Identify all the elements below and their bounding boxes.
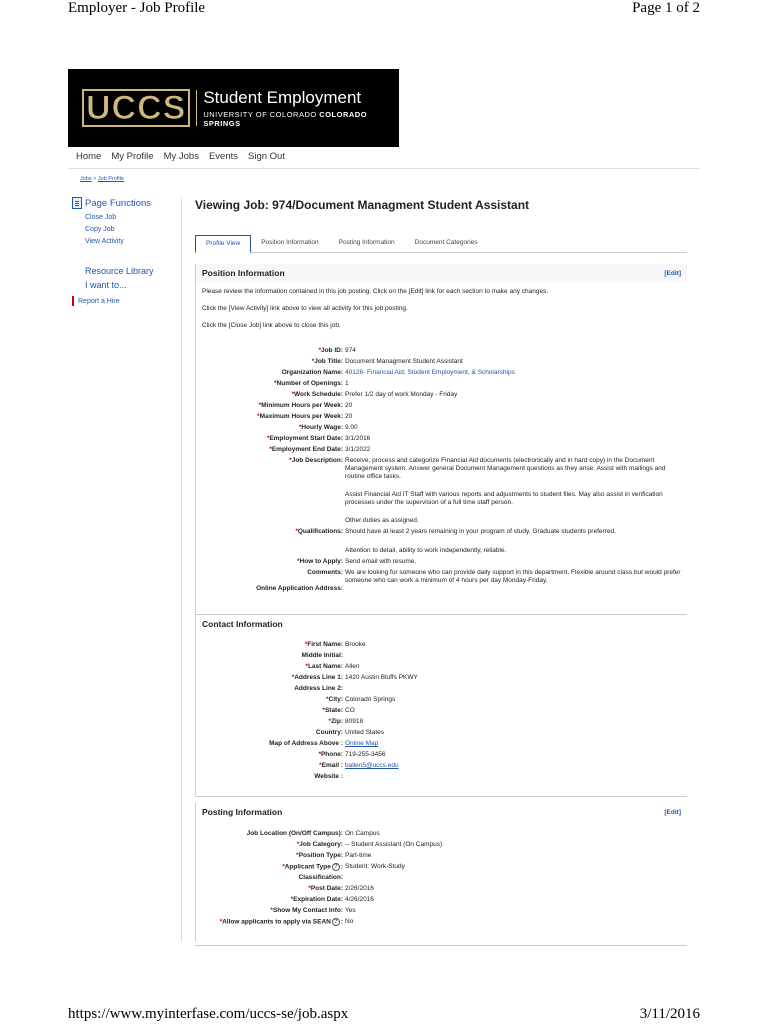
field-value: Brooke [345, 641, 366, 648]
banner-divider [196, 90, 197, 126]
position-field-row [195, 528, 687, 536]
field-label-text: Minimum Hours per Week: [261, 402, 343, 409]
field-label [195, 347, 344, 355]
field-label-text: Country: [315, 729, 343, 736]
uccs-logo: UCCS [82, 89, 190, 127]
sidebar-divider [181, 197, 182, 942]
print-header-page: Page 1 of 2 [632, 0, 700, 16]
field-value: Part-time [345, 852, 372, 859]
posting-heading: Posting Information [202, 807, 283, 817]
field-label [195, 852, 344, 860]
field-value: On Campus [345, 830, 380, 837]
field-label [195, 718, 344, 726]
field-label [195, 674, 344, 682]
report-hire-link[interactable]: Report a Hire [72, 296, 182, 306]
posting-field-row [195, 841, 687, 849]
field-label-text: Job Category: [299, 841, 343, 848]
breadcrumb-current[interactable]: Job Profile [97, 176, 124, 182]
position-section-header [196, 264, 687, 282]
field-label [195, 907, 344, 915]
field-label-text: Job Location (On/Off Campus): [246, 830, 343, 837]
required-marker: * [322, 707, 325, 714]
required-marker: * [326, 696, 329, 703]
main-content [195, 198, 687, 926]
field-value: Assist Financial Aid IT Staff with various reports and adjustments to student files. May also assist in verification processes under the supervision of a full time staff person. [345, 491, 663, 506]
field-value [344, 585, 687, 593]
close-job-link[interactable]: Close Job [85, 214, 117, 221]
required-marker: * [219, 918, 223, 926]
posting-edit-link[interactable]: [Edit] [664, 808, 681, 816]
banner-text [203, 88, 399, 128]
field-label-text: Qualifications: [297, 528, 343, 535]
nav-divider [68, 168, 700, 169]
posting-field-row [195, 896, 687, 904]
posting-section-header [196, 803, 687, 821]
site-banner[interactable] [68, 69, 399, 147]
sidebar [72, 197, 182, 306]
tab-posting-information[interactable]: Posting Information [338, 239, 395, 246]
position-field-row [195, 547, 687, 555]
field-label [195, 707, 344, 715]
help-icon[interactable]: ? [332, 918, 340, 926]
required-marker: * [274, 380, 277, 387]
field-value: 719-255-3456 [345, 751, 386, 758]
view-activity-link[interactable]: View Activity [85, 238, 124, 245]
field-label [195, 762, 344, 770]
contact-field-row [195, 685, 687, 693]
required-marker: * [296, 852, 299, 859]
field-label [195, 402, 344, 410]
required-marker: * [257, 413, 260, 420]
field-value: Should have at least 2 years remaining in your program of study. Graduate students preferred. [345, 528, 616, 535]
field-value: 3/1/2016 [345, 435, 371, 442]
field-label-text: First Name: [307, 641, 343, 648]
field-label-text: Employment Start Date: [269, 435, 343, 442]
field-label-text: State: [324, 707, 343, 714]
field-value: United States [345, 729, 385, 736]
posting-field-row [195, 874, 687, 882]
intro-paragraph: Please review the information contained in this job posting. Click on the [Edit] link for each section to make any changes. [202, 288, 549, 295]
copy-job-link[interactable]: Copy Job [85, 226, 115, 233]
field-label-text: Position Type: [298, 852, 343, 859]
field-label-text: Number of Openings: [276, 380, 343, 387]
field-value-link[interactable]: 40126- Financial Aid, Student Employment, & Scholarships [345, 369, 515, 376]
required-marker: * [298, 424, 302, 431]
field-label: *Allow applicants to apply via SEAN ? : [219, 918, 343, 926]
field-label [195, 528, 344, 536]
required-marker: * [318, 347, 321, 354]
help-icon[interactable]: ? [332, 863, 340, 871]
i-want-to-link[interactable]: I want to... [85, 280, 127, 290]
required-marker: * [291, 391, 294, 398]
print-footer-date: 3/11/2016 [639, 1006, 700, 1022]
field-value: Yes [345, 907, 356, 914]
position-field-row [195, 457, 687, 481]
field-label-text: Maximum Hours per Week: [259, 413, 343, 420]
red-marker [72, 296, 74, 306]
field-value: Attention to detail, ability to work independently, reliable. [345, 547, 507, 554]
contact-field-row [195, 707, 687, 715]
contact-field-row [195, 773, 687, 781]
field-value: Receive, process and categorize Financial Aid documents (electronically and in hard copy) in the Document Management system. Answer general Document Management questions as they arise. Assist with mailings and routine office tasks. [345, 457, 666, 480]
required-marker: * [266, 435, 270, 442]
field-label-text: Classification: [298, 874, 343, 881]
field-label-text: Job Title: [314, 358, 343, 365]
print-header [68, 0, 700, 17]
nav-events[interactable]: Events [208, 151, 238, 162]
posting-field-row [195, 830, 687, 838]
position-field-row [195, 391, 687, 399]
field-value: Student: Work-Study [345, 863, 405, 870]
field-label-text: Show My Contact Info: [272, 907, 343, 914]
field-label-text: Post Date: [310, 885, 343, 892]
field-label-text: Zip: [331, 718, 343, 725]
field-label [195, 773, 344, 781]
field-value: 974 [345, 347, 356, 354]
required-marker: * [308, 885, 311, 892]
field-value: Send email with resume. [345, 558, 417, 565]
banner-title: Student Employment [203, 88, 362, 107]
contact-field-row [195, 674, 687, 682]
nav-my-jobs[interactable]: My Jobs [163, 151, 199, 162]
field-value [344, 762, 687, 770]
section-divider [195, 945, 687, 946]
field-label-text: Work Schedule: [293, 391, 343, 398]
field-label [195, 435, 344, 443]
posting-field-row [195, 852, 687, 860]
field-label [195, 585, 344, 593]
field-label [195, 391, 344, 399]
nav-sign-out[interactable]: Sign Out [248, 151, 285, 162]
field-value: Allen [345, 663, 360, 670]
tab-profile-view[interactable]: Profile View [195, 235, 251, 253]
contact-field-row [195, 762, 687, 770]
field-label-text: Comments: [307, 569, 343, 576]
field-label-text: Address Line 2: [294, 685, 343, 692]
field-value: CO [345, 707, 355, 714]
breadcrumb: Jobs > Job Profile [80, 176, 124, 182]
required-marker: * [269, 446, 272, 453]
posting-field-row [195, 885, 687, 893]
required-marker: * [289, 457, 292, 464]
field-value: Other duties as assigned. [345, 517, 419, 524]
field-value: -- Student Assistant (On Campus) [345, 841, 443, 848]
field-value-link[interactable]: ballen5@uccs.edu [345, 762, 399, 769]
position-intro [202, 288, 682, 339]
field-value: 80918 [345, 718, 364, 725]
field-label [195, 641, 344, 649]
field-value: 1420 Austin Bluffs PKWY [345, 674, 418, 681]
field-label-text: Employment End Date: [271, 446, 343, 453]
field-label [195, 751, 344, 759]
required-marker: * [290, 896, 294, 903]
field-value [344, 773, 687, 781]
required-marker: * [282, 863, 285, 871]
field-label [195, 885, 344, 893]
field-label-text: Online Application Address: [256, 585, 343, 592]
field-label-text: Middle Initial: [301, 652, 343, 659]
field-label-text: Phone: [320, 751, 343, 758]
banner-subtitle: UNIVERSITY OF COLORADO COLORADO SPRINGS [203, 110, 368, 128]
field-value [344, 740, 687, 748]
intro-paragraph: Click the [View Activity] link above to view all activity for this job posting. [202, 305, 408, 312]
field-label [195, 896, 344, 904]
field-label-text: Hourly Wage: [301, 424, 343, 431]
field-label [195, 517, 344, 525]
position-field-row [195, 424, 687, 432]
field-label [195, 547, 344, 555]
position-field-row [195, 413, 687, 421]
field-value [344, 874, 687, 882]
contact-field-row [195, 718, 687, 726]
field-label [195, 729, 344, 737]
position-field-row [195, 569, 687, 585]
position-heading: Position Information [202, 268, 285, 278]
required-marker: * [296, 841, 300, 848]
intro-paragraph: Click the [Close Job] link above to close this job. [202, 322, 341, 329]
print-footer-url: https://www.myinterfase.com/uccs-se/job.aspx [68, 1006, 349, 1022]
field-value: 1 [345, 380, 349, 387]
field-value [344, 652, 687, 660]
field-label [195, 424, 344, 432]
top-nav [76, 151, 285, 162]
page-functions-heading[interactable]: Page Functions [72, 197, 182, 209]
field-label-text: How to Apply: [299, 558, 343, 565]
field-label-text: Expiration Date: [293, 896, 343, 903]
field-label [195, 457, 344, 481]
position-field-row [195, 446, 687, 454]
field-label [195, 380, 344, 388]
position-field-row [195, 369, 687, 377]
field-label [195, 569, 344, 585]
field-label-text: Allow applicants to apply via SEAN [222, 918, 331, 926]
required-marker: * [319, 762, 322, 769]
required-marker: * [318, 751, 321, 758]
position-field-row [195, 347, 687, 355]
resource-library-link[interactable]: Resource Library [85, 266, 154, 276]
required-marker: * [304, 641, 308, 648]
field-label-text: Job Description: [291, 457, 343, 464]
field-value: Document Managment Student Assistant [345, 358, 463, 365]
contact-field-row [195, 641, 687, 649]
field-label-text: Organization Name: [281, 369, 343, 376]
tab-bar [195, 235, 687, 253]
required-marker: * [291, 674, 295, 681]
nav-home[interactable]: Home [76, 151, 102, 162]
field-label-text: Last Name: [307, 663, 343, 670]
posting-field-row [195, 907, 687, 915]
required-marker: * [328, 718, 332, 725]
field-label [195, 740, 344, 748]
page-title: Viewing Job: 974/Document Managment Student Assistant [195, 198, 530, 212]
field-label [195, 558, 344, 566]
contact-heading: Contact Information [202, 619, 283, 629]
field-value: 2/26/2016 [345, 885, 374, 892]
field-value: No [345, 918, 354, 925]
field-label [195, 413, 344, 421]
print-footer [68, 1006, 700, 1023]
position-field-row [195, 358, 687, 366]
field-value: Prefer 1/2 day of work Monday - Friday [345, 391, 458, 398]
position-field-row [195, 435, 687, 443]
required-marker: * [295, 528, 298, 535]
position-field-row [195, 402, 687, 410]
field-label [195, 685, 344, 693]
field-label-text: Address Line 1: [294, 674, 343, 681]
field-value: 9.00 [345, 424, 358, 431]
field-label [195, 663, 344, 671]
field-label [195, 874, 344, 882]
field-label [195, 696, 344, 704]
field-label [195, 446, 344, 454]
document-icon [72, 197, 82, 209]
field-label [195, 491, 344, 507]
posting-field-row [195, 863, 687, 872]
required-marker: * [311, 358, 315, 365]
contact-field-row [195, 696, 687, 704]
position-field-row [195, 558, 687, 566]
field-label-text: City: [328, 696, 343, 703]
position-field-row [195, 585, 687, 593]
tab-position-information[interactable]: Position Information [261, 239, 319, 246]
field-label [195, 830, 344, 838]
field-label-text: Website : [314, 773, 343, 780]
contact-field-row [195, 751, 687, 759]
field-label [195, 841, 344, 849]
required-marker: * [270, 907, 273, 914]
required-marker: * [305, 663, 308, 670]
field-label: *Applicant Type ? : [282, 863, 343, 871]
contact-field-row [195, 663, 687, 671]
position-field-row [195, 491, 687, 507]
field-value: Colorado Springs [345, 696, 396, 703]
contact-section-header [196, 615, 687, 633]
nav-my-profile[interactable]: My Profile [111, 151, 154, 162]
field-label [195, 369, 344, 377]
field-value: We are looking for someone who can provide daily support in this department. Flexible around class but would prefer someone who can work a minimum of 4 hours per day Monday-Friday. [345, 569, 681, 584]
field-label-text: Map of Address Above : [269, 740, 343, 747]
field-value: 20 [345, 402, 353, 409]
field-value: 4/26/2016 [345, 896, 374, 903]
field-value [344, 369, 687, 377]
field-label-text: Applicant Type [284, 863, 331, 871]
required-marker: * [258, 402, 262, 409]
field-value-link[interactable]: Online Map [345, 740, 379, 747]
field-label [195, 358, 344, 366]
field-value: 3/1/2022 [345, 446, 371, 453]
field-label [195, 652, 344, 660]
contact-field-row [195, 740, 687, 748]
contact-field-row [195, 652, 687, 660]
field-label-text: Job ID: [320, 347, 343, 354]
position-edit-link[interactable]: [Edit] [664, 269, 681, 277]
breadcrumb-jobs[interactable]: Jobs [80, 176, 92, 182]
print-header-title: Employer - Job Profile [68, 0, 206, 16]
position-field-row [195, 380, 687, 388]
required-marker: * [297, 558, 300, 565]
contact-field-row [195, 729, 687, 737]
tab-document-categories[interactable]: Document Categories [414, 239, 478, 246]
section-divider [195, 796, 687, 797]
field-value [344, 685, 687, 693]
posting-field-row [195, 918, 687, 927]
position-field-row [195, 517, 687, 525]
field-label-text: Email : [321, 762, 343, 769]
field-value: 20 [345, 413, 353, 420]
